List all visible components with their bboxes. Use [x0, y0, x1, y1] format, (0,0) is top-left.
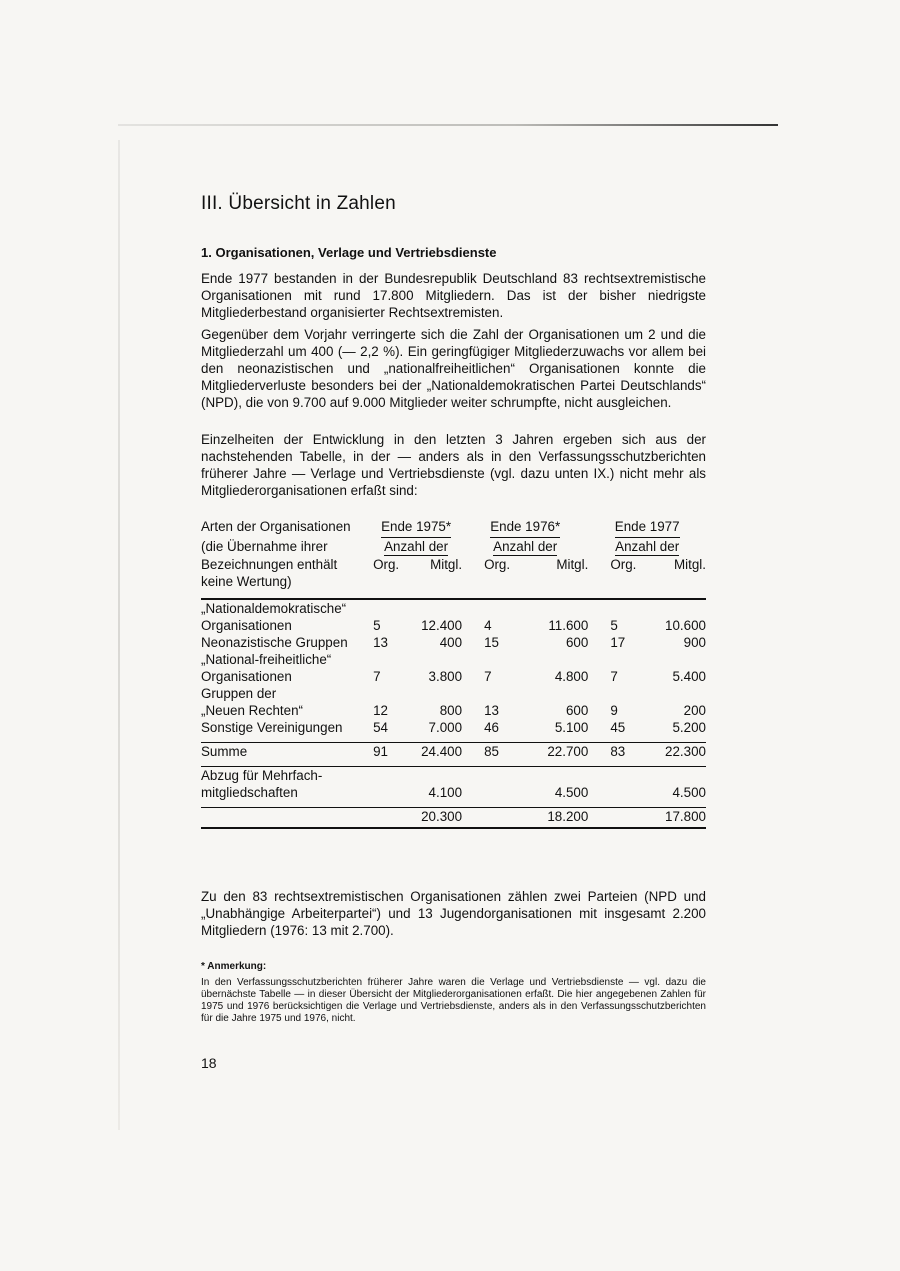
cell: 13 — [484, 703, 499, 718]
cell: 9 — [610, 703, 618, 718]
row-label: Sonstige Vereinigungen — [201, 720, 343, 735]
cell: 54 — [373, 720, 388, 735]
cell: 400 — [439, 635, 463, 650]
year-header: Ende 1977 — [588, 518, 706, 538]
year-header: Ende 1975* — [370, 518, 462, 538]
row-label: „Neuen Rechten“ — [201, 703, 303, 718]
row-label: Summe — [201, 744, 248, 759]
cell: 4.800 — [554, 669, 589, 684]
column-header-note: Bezeichnungen enthält — [201, 557, 338, 572]
cell: 11.600 — [548, 618, 589, 633]
cell: 91 — [373, 744, 388, 759]
cell: 7.000 — [428, 720, 463, 735]
cell: 45 — [610, 720, 626, 735]
table-header-row — [201, 518, 706, 538]
anzahl-header: Anzahl der — [493, 539, 558, 554]
deduction-row — [201, 767, 706, 785]
mitgl-header: Mitgl. — [674, 557, 706, 572]
cell: 17.800 — [665, 809, 706, 824]
mitgl-header: Mitgl. — [556, 557, 589, 572]
cell: 5.100 — [554, 720, 589, 735]
cell: 5 — [373, 618, 381, 633]
section-heading: III. Übersicht in Zahlen — [201, 193, 396, 214]
org-header: Org. — [610, 557, 637, 572]
cell: 15 — [484, 635, 499, 650]
org-header: Org. — [484, 557, 511, 572]
paragraph-2: Gegenüber dem Vorjahr verringerte sich die Zahl der Organisationen um 2 und die Mitgliederzahl um 400 (— 2,2 %). Ein geringfügiger Mitgliederzuwachs vor allem bei den neonazistischen und „nationalfreiheitlichen“ Organisationen konnte die Mitgliederverluste besonders bei der „Nationaldemokratischen Partei Deutschlands“ (NPD), die von 9.700 auf 9.000 Mitglieder weiter schrumpfte, nicht ausgleichen. — [201, 327, 706, 410]
cell: 7 — [610, 669, 618, 684]
row-label: „Nationaldemokratische“ — [201, 601, 347, 616]
table-row — [201, 702, 706, 719]
organisations-table — [201, 518, 706, 829]
paragraph-4: Zu den 83 rechtsextremistischen Organisationen zählen zwei Parteien (NPD und „Unabhängige Arbeiterpartei“) und 13 Jugendorganisationen mit insgesamt 2.200 Mitgliedern (1976: 13 mit 2.700). — [201, 889, 706, 938]
row-label: mitgliedschaften — [201, 785, 298, 800]
cell: 5 — [610, 618, 618, 633]
column-header-types: Arten der Organisationen — [201, 519, 351, 534]
cell: 5.400 — [672, 669, 706, 684]
cell: 12 — [373, 703, 388, 718]
table-row — [201, 685, 706, 702]
cell: 4.500 — [554, 785, 589, 800]
footnote-title: * Anmerkung: — [201, 961, 267, 972]
page-edge — [118, 140, 120, 1130]
cell: 600 — [565, 703, 589, 718]
table-row — [201, 651, 706, 668]
table-header-row — [201, 573, 706, 590]
cell: 7 — [484, 669, 492, 684]
sum-row — [201, 743, 706, 761]
footnote-text: In den Verfassungsschutzberichten früherer Jahre waren die Verlage und Vertriebsdienste — vgl. dazu die übernächste Tabelle — in dieser Übersicht der Mitgliederorganisationen erfaßt. Die hier angegebenen Zahlen für 1975 und 1976 berücksichtigen die Verlage und Vertriebsdienste, anders als in den Verfassungsschutzberichten für die Jahre 1975 und 1976, nicht. — [201, 977, 706, 1024]
paragraph-3: Einzelheiten der Entwicklung in den letzten 3 Jahren ergeben sich aus der nachstehenden Tabelle, in der — anders als in den Verfassungsschutzberichten früherer Jahre — Verlage und Vertriebsdienste (vgl. dazu unten IX.) nicht mehr als Mitgliederorganisationen erfaßt sind: — [201, 432, 706, 498]
cell: 900 — [683, 635, 706, 650]
cell: 22.700 — [547, 744, 589, 759]
table-row — [201, 668, 706, 685]
table-rule — [201, 825, 706, 828]
row-label: „National-freiheitliche“ — [201, 652, 332, 667]
anzahl-header: Anzahl der — [615, 539, 680, 554]
cell: 24.400 — [421, 744, 463, 759]
table-row — [201, 617, 706, 634]
deduction-row — [201, 784, 706, 801]
cell: 46 — [484, 720, 499, 735]
cell: 4.500 — [672, 785, 706, 800]
cell: 4 — [484, 618, 492, 633]
cell: 7 — [373, 669, 381, 684]
cell: 20.300 — [421, 809, 463, 824]
row-label: Neonazistische Gruppen — [201, 635, 348, 650]
cell: 800 — [439, 703, 463, 718]
page-number: 18 — [201, 1055, 217, 1071]
cell: 18.200 — [547, 809, 589, 824]
year-header: Ende 1976* — [462, 518, 588, 538]
total-row — [201, 808, 706, 826]
cell: 3.800 — [428, 669, 463, 684]
page-top-rule — [118, 124, 778, 126]
paragraph-1: Ende 1977 bestanden in der Bundesrepublik Deutschland 83 rechtsextremistische Organisationen mit rund 17.800 Mitgliedern. Das ist der bisher niedrigste Mitgliederbestand organisierter Rechtsextremisten. — [201, 271, 706, 320]
table-header-row — [201, 538, 706, 556]
row-label: Organisationen — [201, 669, 292, 684]
table-row — [201, 599, 706, 617]
cell: 13 — [373, 635, 388, 650]
mitgl-header: Mitgl. — [430, 557, 463, 572]
column-header-note: keine Wertung) — [201, 574, 292, 589]
table-header-row — [201, 556, 706, 573]
anzahl-header: Anzahl der — [384, 539, 449, 554]
cell: 10.600 — [665, 618, 706, 633]
cell: 12.400 — [421, 618, 463, 633]
cell: 200 — [683, 703, 706, 718]
row-label: Abzug für Mehrfach- — [201, 768, 323, 783]
table-row — [201, 634, 706, 651]
table-rule — [201, 590, 706, 599]
cell: 17 — [610, 635, 626, 650]
org-header: Org. — [373, 557, 400, 572]
column-header-note: (die Übernahme ihrer — [201, 539, 328, 554]
subsection-heading: 1. Organisationen, Verlage und Vertriebsdienste — [201, 245, 497, 260]
table-row — [201, 719, 706, 736]
cell: 4.100 — [428, 785, 463, 800]
cell: 600 — [565, 635, 589, 650]
row-label: Organisationen — [201, 618, 292, 633]
cell: 5.200 — [672, 720, 706, 735]
row-label: Gruppen der — [201, 686, 277, 701]
cell: 22.300 — [665, 744, 706, 759]
cell: 83 — [610, 744, 626, 759]
cell: 85 — [484, 744, 499, 759]
